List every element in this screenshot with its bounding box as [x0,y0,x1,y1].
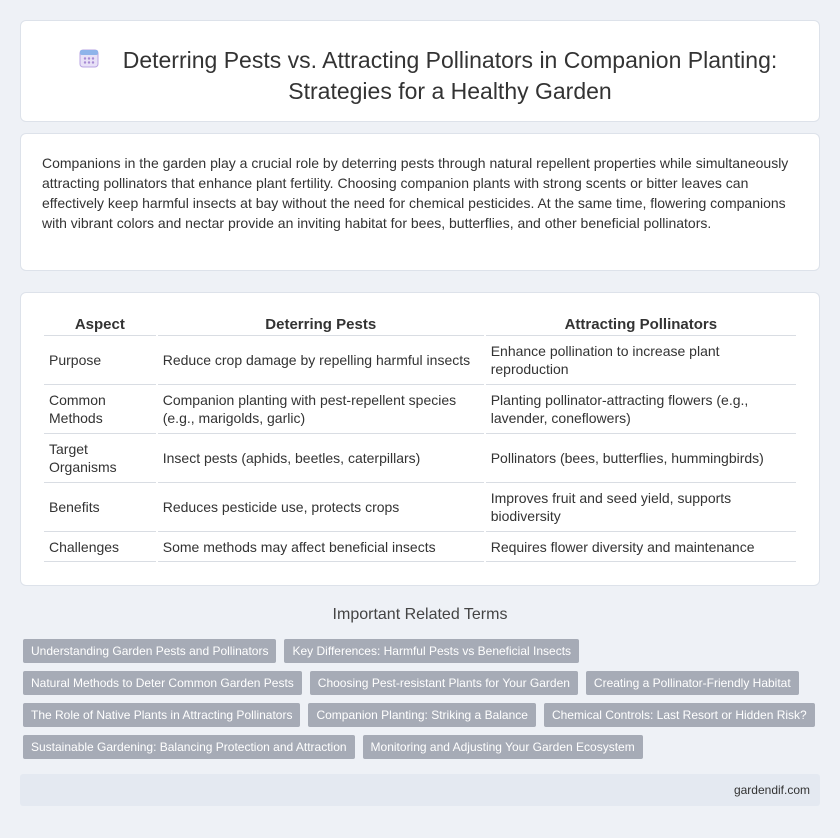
table-cell: Reduce crop damage by repelling harmful insects [158,336,484,385]
table-cell: Reduces pesticide use, protects crops [158,483,484,532]
intro-card [20,133,820,271]
table-cell: Insect pests (aphids, beetles, caterpillars) [158,434,484,483]
related-terms-list [23,639,823,767]
comparison-table [42,314,798,562]
table-row [44,434,796,483]
table-cell: Common Methods [44,385,156,434]
intro-paragraph: Companions in the garden play a crucial role by deterring pests through natural repellent properties while simultaneously attracting pollinators that enhance plant fertility. Choosing companion plants with strong scents or bitter leaves can effectively keep harmful insects at bay without the need for chemical pesticides. At the same time, flowering companions with vibrant colors and nectar provide an inviting habitat for bees, butterflies, and other beneficial pollinators. [42,155,789,231]
related-term-tag[interactable]: Key Differences: Harmful Pests vs Beneficial Insects [284,639,579,663]
table-header: Attracting Pollinators [486,314,796,336]
related-term-tag[interactable]: Creating a Pollinator-Friendly Habitat [586,671,799,695]
table-cell: Improves fruit and seed yield, supports biodiversity [486,483,796,532]
calendar-icon [78,47,100,69]
page-title: Deterring Pests vs. Attracting Pollinators in Companion Planting: Strategies for a Healthy Garden [122,47,778,104]
related-term-tag[interactable]: Understanding Garden Pests and Pollinators [23,639,276,663]
related-term-tag[interactable]: Natural Methods to Deter Common Garden Pests [23,671,302,695]
related-term-tag[interactable]: Choosing Pest-resistant Plants for Your Garden [310,671,578,695]
related-terms-title: Important Related Terms [332,606,508,623]
related-term-tag[interactable]: Monitoring and Adjusting Your Garden Ecosystem [363,735,643,759]
table-header: Aspect [44,314,156,336]
table-cell: Companion planting with pest-repellent species (e.g., marigolds, garlic) [158,385,484,434]
table-cell: Some methods may affect beneficial insects [158,532,484,562]
table-cell: Requires flower diversity and maintenance [486,532,796,562]
related-term-tag[interactable]: Chemical Controls: Last Resort or Hidden Risk? [544,703,815,727]
table-row [44,532,796,562]
comparison-table-card [20,292,820,586]
table-cell: Challenges [44,532,156,562]
table-row [44,483,796,532]
related-term-tag[interactable]: Companion Planting: Striking a Balance [308,703,535,727]
table-cell: Pollinators (bees, butterflies, hummingbirds) [486,434,796,483]
table-cell: Benefits [44,483,156,532]
related-term-tag[interactable]: Sustainable Gardening: Balancing Protection and Attraction [23,735,355,759]
header-card [20,20,820,122]
table-row [44,385,796,434]
table-cell: Planting pollinator-attracting flowers (e.g., lavender, coneflowers) [486,385,796,434]
table-cell: Purpose [44,336,156,385]
footer-site-link[interactable]: gardendif.com [733,783,810,797]
related-term-tag[interactable]: The Role of Native Plants in Attracting Pollinators [23,703,300,727]
footer [20,774,820,806]
table-cell: Enhance pollination to increase plant reproduction [486,336,796,385]
table-cell: Target Organisms [44,434,156,483]
table-header: Deterring Pests [158,314,484,336]
table-row [44,336,796,385]
